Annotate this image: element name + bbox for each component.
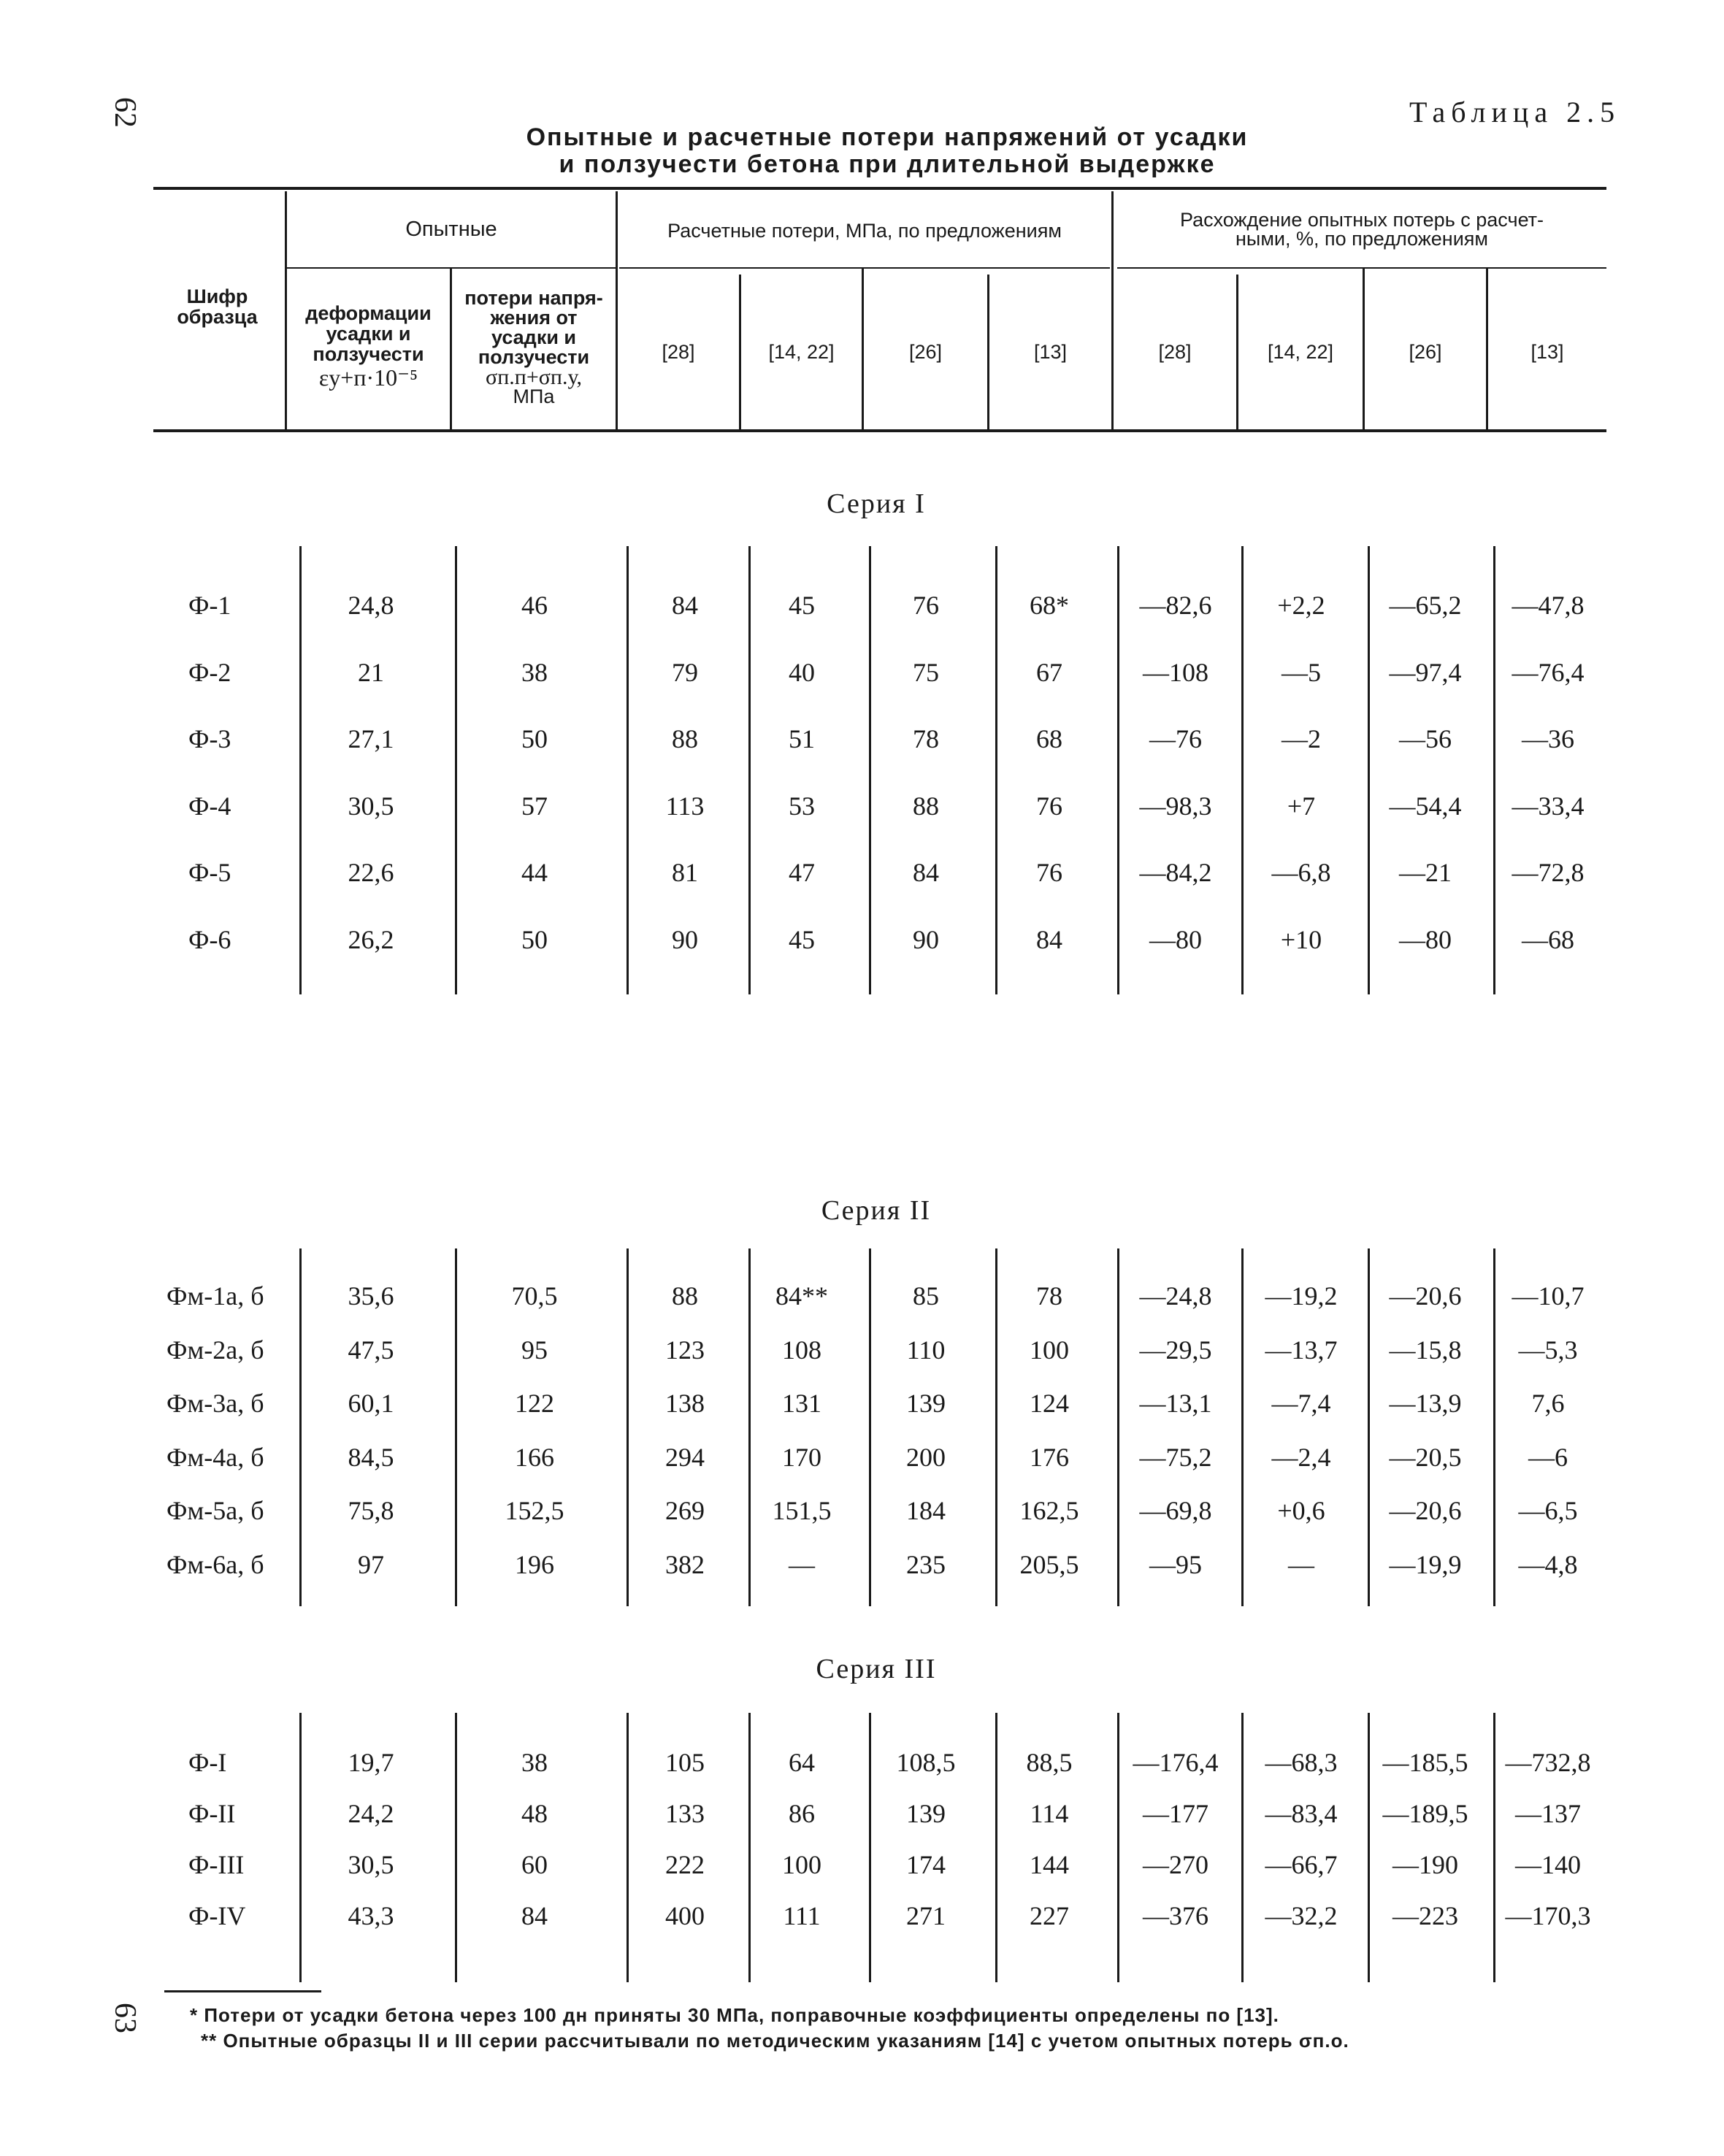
table-cell: —270 — [1143, 1850, 1208, 1879]
header-deformations-line1: деформации — [305, 302, 432, 324]
table-cell: —98,3 — [1139, 791, 1212, 821]
header-deformations — [287, 302, 450, 391]
header-experimental: Опытные — [405, 218, 497, 241]
header-bottom-rule — [153, 429, 1606, 432]
table-cell: 88 — [672, 1281, 698, 1311]
footnote-2: ** Опытные образцы II и III серии рассчитывали по методическим указаниям [14] с учетом опытных потерь σп.о. — [201, 2030, 1349, 2052]
table-cell: —76 — [1149, 724, 1202, 753]
table-cell: 382 — [665, 1550, 705, 1579]
table-cell: 176 — [1030, 1443, 1069, 1472]
footnote-1: * Потери от усадки бетона через 100 дн приняты 30 МПа, поправочные коэффициенты определены по [13]. — [190, 2004, 1279, 2026]
table-cell: 84,5 — [348, 1443, 394, 1472]
table-cell: —732,8 — [1505, 1748, 1591, 1777]
header-deformations-line4: εу+п·10⁻⁵ — [318, 364, 418, 391]
table-cell: 48 — [521, 1799, 548, 1828]
table-cell: 60,1 — [348, 1389, 394, 1418]
table-cell: —33,4 — [1512, 791, 1585, 821]
table-cell: —82,6 — [1139, 591, 1212, 620]
table-label: Таблица 2.5 — [1409, 96, 1621, 128]
header-calc-group: Расчетные потери, МПа, по предложениям — [667, 220, 1062, 242]
header-diff-ref-26: [26] — [1409, 341, 1442, 363]
table-cell: 123 — [665, 1335, 705, 1365]
row-code: Ф-2 — [188, 658, 231, 687]
table-cell: —24,8 — [1139, 1281, 1212, 1311]
table-cell: 227 — [1030, 1901, 1069, 1930]
table-cell: 27,1 — [348, 724, 394, 753]
table-cell: —6,5 — [1518, 1496, 1578, 1525]
column-divider — [455, 1713, 457, 1982]
table-cell: —190 — [1392, 1850, 1458, 1879]
footnote-rule — [164, 1990, 321, 1992]
table-cell: 81 — [672, 858, 698, 887]
table-cell: 84 — [913, 858, 939, 887]
table-cell: 108 — [782, 1335, 821, 1365]
table-cell: —10,7 — [1512, 1281, 1585, 1311]
table-cell: 50 — [521, 925, 548, 954]
row-code: Ф-6 — [188, 925, 231, 954]
table-cell: 79 — [672, 658, 698, 687]
table-cell: 75 — [913, 658, 939, 687]
header-calc-ref-14-22: [14, 22] — [768, 341, 835, 363]
table-cell: 84 — [521, 1901, 548, 1930]
row-code: Фм-3а, б — [166, 1389, 264, 1418]
series-title: Серия II — [821, 1195, 932, 1226]
table-cell: —6 — [1528, 1443, 1568, 1472]
table-cell: —97,4 — [1389, 658, 1462, 687]
table-cell: 21 — [358, 658, 384, 687]
row-code: Ф-4 — [188, 791, 231, 821]
table-cell: 138 — [665, 1389, 705, 1418]
table-cell: 222 — [665, 1850, 705, 1879]
table-cell: —5,3 — [1518, 1335, 1578, 1365]
table-cell: 86 — [789, 1799, 815, 1828]
header-vline — [616, 191, 618, 429]
header-diff-group-line1: Расхождение опытных потерь с расчет- — [1179, 209, 1544, 231]
table-cell: 38 — [521, 658, 548, 687]
table-cell: —140 — [1515, 1850, 1581, 1879]
table-cell: —76,4 — [1512, 658, 1585, 687]
table-cell: 139 — [906, 1799, 946, 1828]
table-cell: 47 — [789, 858, 815, 887]
table-cell: 166 — [515, 1443, 554, 1472]
header-diff-ref-28: [28] — [1158, 341, 1192, 363]
table-cell: 7,6 — [1531, 1389, 1565, 1418]
table-cell: 400 — [665, 1901, 705, 1930]
table-cell: 68* — [1030, 591, 1069, 620]
table-cell: —19,2 — [1265, 1281, 1338, 1311]
table-cell: —69,8 — [1139, 1496, 1212, 1525]
table-cell: —32,2 — [1265, 1901, 1338, 1930]
header-diff-ref-13: [13] — [1530, 341, 1564, 363]
header-losses-line3: усадки и — [491, 326, 577, 348]
table-cell: 40 — [789, 658, 815, 687]
table-cell: —21 — [1399, 858, 1452, 887]
header-diff-group — [1117, 210, 1606, 248]
series-title: Серия I — [827, 488, 926, 519]
header-diff-ref-14-22: [14, 22] — [1267, 341, 1334, 363]
table-cell: —2 — [1281, 724, 1321, 753]
column-divider — [299, 1713, 302, 1982]
row-code: Фм-5а, б — [166, 1496, 264, 1525]
table-cell: 75,8 — [348, 1496, 394, 1525]
table-cell: 45 — [789, 925, 815, 954]
table-cell: —75,2 — [1139, 1443, 1212, 1472]
header-losses — [452, 288, 616, 407]
table-cell: —7,4 — [1271, 1389, 1331, 1418]
table-cell: —80 — [1149, 925, 1202, 954]
table-cell: 111 — [783, 1901, 821, 1930]
table-cell: —6,8 — [1271, 858, 1331, 887]
table-cell: 90 — [672, 925, 698, 954]
table-cell: 88,5 — [1026, 1748, 1073, 1777]
header-calc-ref-13: [13] — [1033, 341, 1068, 363]
header-calc-ref-28: [28] — [662, 341, 695, 363]
table-cell: 45 — [789, 591, 815, 620]
table-cell: 151,5 — [772, 1496, 832, 1525]
table-cell: —54,4 — [1389, 791, 1462, 821]
table-cell: 200 — [906, 1443, 946, 1472]
table-cell: 113 — [665, 791, 705, 821]
table-cell: +7 — [1287, 791, 1316, 821]
table-cell: 269 — [665, 1496, 705, 1525]
table-cell: 110 — [906, 1335, 946, 1365]
table-cell: —223 — [1392, 1901, 1458, 1930]
table-cell: 76 — [1036, 791, 1062, 821]
table-cell: +2,2 — [1277, 591, 1325, 620]
table-cell: 294 — [665, 1443, 705, 1472]
table-cell: +0,6 — [1277, 1496, 1325, 1525]
header-sub-rule-calc — [619, 267, 1110, 269]
table-cell: 51 — [789, 724, 815, 753]
table-cell: 53 — [789, 791, 815, 821]
table-cell: 24,2 — [348, 1799, 394, 1828]
header-top-rule — [153, 187, 1606, 190]
table-cell: — — [789, 1550, 815, 1579]
table-cell: 90 — [913, 925, 939, 954]
table-cell: —376 — [1143, 1901, 1208, 1930]
header-deformations-line2: усадки и — [326, 323, 411, 345]
table-cell: 30,5 — [348, 791, 394, 821]
table-cell: +10 — [1280, 925, 1322, 954]
row-code: Фм-4а, б — [166, 1443, 264, 1472]
table-cell: 124 — [1030, 1389, 1069, 1418]
table-cell: 70,5 — [511, 1281, 558, 1311]
table-cell: 88 — [913, 791, 939, 821]
table-cell: —47,8 — [1512, 591, 1585, 620]
table-cell: 100 — [1030, 1335, 1069, 1365]
table-cell: 46 — [521, 591, 548, 620]
row-code: Фм-2а, б — [166, 1335, 264, 1365]
table-cell: 162,5 — [1019, 1496, 1079, 1525]
table-cell: 84** — [775, 1281, 828, 1311]
table-cell: 184 — [906, 1496, 946, 1525]
page-number-top: 62 — [108, 97, 142, 128]
table-cell: 22,6 — [348, 858, 394, 887]
series-title: Серия III — [816, 1654, 937, 1684]
table-cell: 76 — [1036, 858, 1062, 887]
table-cell: —137 — [1515, 1799, 1581, 1828]
table-cell: —72,8 — [1512, 858, 1585, 887]
table-cell: 67 — [1036, 658, 1062, 687]
header-vline — [1111, 191, 1114, 429]
table-cell: 152,5 — [505, 1496, 564, 1525]
table-cell: 43,3 — [348, 1901, 394, 1930]
table-cell: —13,9 — [1389, 1389, 1462, 1418]
table-cell: 78 — [913, 724, 939, 753]
table-cell: 60 — [521, 1850, 548, 1879]
column-divider — [455, 546, 457, 994]
row-code: Ф-3 — [188, 724, 231, 753]
row-code: Ф-II — [188, 1799, 236, 1828]
table-cell: 26,2 — [348, 925, 394, 954]
table-cell: 84 — [1036, 925, 1062, 954]
table-cell: 174 — [906, 1850, 946, 1879]
table-cell: —13,7 — [1265, 1335, 1338, 1365]
table-cell: 76 — [913, 591, 939, 620]
table-cell: —20,5 — [1389, 1443, 1462, 1472]
header-losses-line5: σп.п+σп.у, — [486, 365, 582, 389]
table-cell: —5 — [1281, 658, 1321, 687]
table-cell: 139 — [906, 1389, 946, 1418]
table-cell: —56 — [1399, 724, 1452, 753]
table-cell: —170,3 — [1505, 1901, 1591, 1930]
table-cell: 85 — [913, 1281, 939, 1311]
table-cell: 100 — [782, 1850, 821, 1879]
header-calc-ref-26: [26] — [908, 341, 943, 363]
table-cell: 30,5 — [348, 1850, 394, 1879]
table-cell: 144 — [1030, 1850, 1069, 1879]
column-divider — [299, 546, 302, 994]
header-deformations-line3: ползучести — [313, 343, 424, 365]
table-cell: —185,5 — [1382, 1748, 1468, 1777]
table-cell: 24,8 — [348, 591, 394, 620]
table-title-line1: Опытные и расчетные потери напряжений от усадки — [526, 123, 1249, 151]
table-cell: 47,5 — [348, 1335, 394, 1365]
table-cell: —4,8 — [1518, 1550, 1578, 1579]
table-cell: —65,2 — [1389, 591, 1462, 620]
table-cell: 50 — [521, 724, 548, 753]
row-code: Фм-6а, б — [166, 1550, 264, 1579]
table-cell: 64 — [789, 1748, 815, 1777]
table-cell: 133 — [665, 1799, 705, 1828]
table-cell: —20,6 — [1389, 1496, 1462, 1525]
table-cell: —80 — [1399, 925, 1452, 954]
table-cell: 95 — [521, 1335, 548, 1365]
table-cell: —36 — [1522, 724, 1574, 753]
table-cell: —2,4 — [1271, 1443, 1331, 1472]
table-cell: —20,6 — [1389, 1281, 1462, 1311]
page-number-bottom: 63 — [108, 2003, 142, 2033]
table-cell: 97 — [358, 1550, 384, 1579]
header-code: Шифр образца — [177, 285, 258, 328]
header-losses-line1: потери напря- — [464, 287, 603, 309]
table-cell: 88 — [672, 724, 698, 753]
table-cell: 271 — [906, 1901, 946, 1930]
table-cell: 19,7 — [348, 1748, 394, 1777]
header-diff-group-line2: ными, %, по предложениям — [1235, 228, 1488, 250]
header-losses-line4: ползучести — [478, 346, 590, 368]
table-cell: 131 — [782, 1389, 821, 1418]
row-code: Ф-I — [188, 1748, 227, 1777]
row-code: Ф-1 — [188, 591, 231, 620]
table-cell: —29,5 — [1139, 1335, 1212, 1365]
row-code: Ф-5 — [188, 858, 231, 887]
table-cell: —13,1 — [1139, 1389, 1212, 1418]
table-cell: 57 — [521, 791, 548, 821]
row-code: Ф-III — [188, 1850, 245, 1879]
column-divider — [299, 1248, 302, 1606]
header-losses-line2: жения от — [490, 307, 578, 329]
header-sub-rule-diff — [1117, 267, 1606, 269]
table-cell: 205,5 — [1019, 1550, 1079, 1579]
table-cell: —68,3 — [1265, 1748, 1338, 1777]
table-cell: 78 — [1036, 1281, 1062, 1311]
table-cell: —95 — [1149, 1550, 1202, 1579]
row-code: Ф-IV — [188, 1901, 246, 1930]
table-cell: —176,4 — [1133, 1748, 1219, 1777]
row-code: Фм-1а, б — [166, 1281, 264, 1311]
table-cell: 105 — [665, 1748, 705, 1777]
table-cell: 38 — [521, 1748, 548, 1777]
table-cell: 170 — [782, 1443, 821, 1472]
table-cell: 35,6 — [348, 1281, 394, 1311]
table-cell: 44 — [521, 858, 548, 887]
header-losses-line6: МПа — [513, 385, 555, 407]
table-cell: 196 — [515, 1550, 554, 1579]
table-cell: —177 — [1143, 1799, 1208, 1828]
column-divider — [455, 1248, 457, 1606]
table-cell: 114 — [1030, 1799, 1069, 1828]
table-cell: —68 — [1522, 925, 1574, 954]
table-cell: 235 — [906, 1550, 946, 1579]
table-cell: 68 — [1036, 724, 1062, 753]
table-cell: —15,8 — [1389, 1335, 1462, 1365]
table-cell: —108 — [1143, 658, 1208, 687]
table-cell: 84 — [672, 591, 698, 620]
table-cell: 108,5 — [896, 1748, 956, 1777]
table-cell: —84,2 — [1139, 858, 1212, 887]
table-cell: —189,5 — [1382, 1799, 1468, 1828]
table-cell: —66,7 — [1265, 1850, 1338, 1879]
table-cell: —19,9 — [1389, 1550, 1462, 1579]
table-cell: 122 — [515, 1389, 554, 1418]
table-title-line2: и ползучести бетона при длительной выдержке — [559, 150, 1216, 178]
table-cell: —83,4 — [1265, 1799, 1338, 1828]
table-cell: — — [1288, 1550, 1314, 1579]
